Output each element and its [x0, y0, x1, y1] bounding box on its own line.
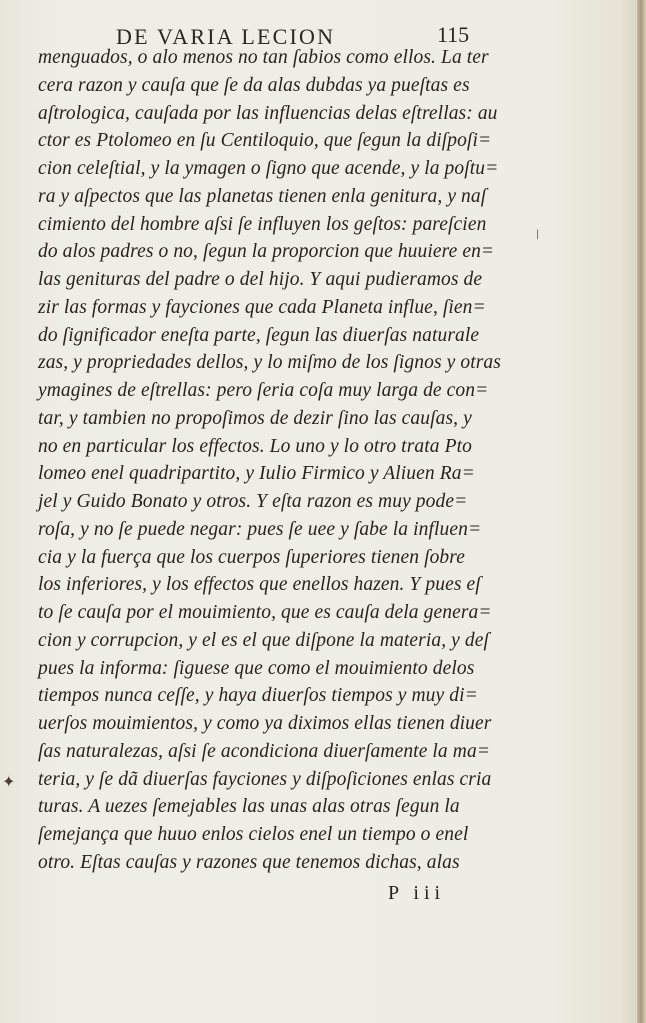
text-line: zas, y propriedades dellos, y lo miſmo de los ſignos y otras	[38, 352, 501, 374]
text-line: cera razon y cauſa que ſe da alas dubdas ya pueſtas es	[38, 74, 470, 96]
text-line: menguados, o alo menos no tan ſabios como ellos. La ter	[38, 47, 489, 68]
text-line: cia y la fuerça que los cuerpos ſuperiores tienen ſobre	[38, 546, 466, 568]
text-line: do ſignificador eneſta parte, ſegun las diuerſas naturale	[38, 324, 480, 346]
text-line: ymagines de eſtrellas: pero ſeria coſa muy larga de con=	[38, 380, 489, 401]
text-line: tar, y tambien no propoſimos de dezir ſino las cauſas, y	[38, 407, 472, 429]
text-line: jel y Guido Bonato y otros. Y eſta razon es muy pode=	[38, 491, 468, 512]
text-line: no en particular los effectos. Lo uno y lo otro trata Pto	[38, 435, 472, 457]
signature-mark: P iii	[388, 882, 446, 904]
text-line: ſemejança que huuo enlos cielos enel un tiempo o enel	[38, 824, 469, 845]
text-line: cimiento del hombre aſsi ſe influyen los geſtos: pareſcien	[38, 213, 487, 235]
text-line: otro. Eſtas cauſas y razones que tenemos dichas, alas	[38, 851, 460, 873]
text-line: ra y aſpectos que las planetas tienen enla genitura, y naſ	[38, 185, 487, 207]
margin-stroke-icon: ǀ	[536, 228, 539, 243]
text-line: ctor es Ptolomeo en ſu Centiloquio, que ſegun la diſpoſi=	[38, 130, 492, 152]
text-line: to ſe cauſa por el mouimiento, que es cauſa dela genera=	[38, 602, 492, 623]
text-line: roſa, y no ſe puede negar: pues ſe uee y ſabe la influen=	[38, 518, 482, 540]
text-line: teria, y ſe dã diuerſas fayciones y diſpoſiciones enlas cria	[38, 768, 492, 790]
text-line: pues la informa: ſiguese que como el mouimiento delos	[38, 657, 475, 679]
text-line: zir las formas y fayciones que cada Planeta influe, ſien=	[38, 296, 486, 318]
text-line: uerſos mouimientos, y como ya diximos ellas tienen diuer	[38, 713, 492, 734]
text-line: lomeo enel quadripartito, y Iulio Firmico y Aliuen Ra=	[38, 463, 475, 485]
running-head-title: DE VARIA LECION	[116, 24, 336, 49]
text-line: cion y corrupcion, y el es el que diſpone la materia, y deſ	[38, 629, 490, 651]
page-number: 115	[437, 22, 470, 47]
text-line: turas. A uezes ſemejables las unas alas otras ſegun la	[38, 796, 460, 818]
text-line: ſas naturalezas, aſsi ſe acondiciona diuerſamente la ma=	[38, 740, 491, 762]
text-line: aſtrologica, cauſada por las influencias delas eſtrellas: au	[38, 102, 498, 124]
text-line: los inferiores, y los effectos que enellos hazen. Y pues eſ	[38, 574, 481, 596]
text-line: cion celeſtial, y la ymagen o ſigno que acende, y la poſtu=	[38, 158, 499, 179]
page-edge	[637, 0, 646, 1023]
margin-mark-icon: ✦	[2, 774, 16, 791]
text-line: do alos padres o no, ſegun la proporcion que huuiere en=	[38, 241, 495, 263]
text-line: tiempos nunca ceſſe, y haya diuerſos tiempos y muy di=	[38, 685, 478, 707]
text-line: las genituras del padre o del hijo. Y aqui pudieramos de	[38, 269, 483, 290]
body-text	[38, 44, 528, 877]
